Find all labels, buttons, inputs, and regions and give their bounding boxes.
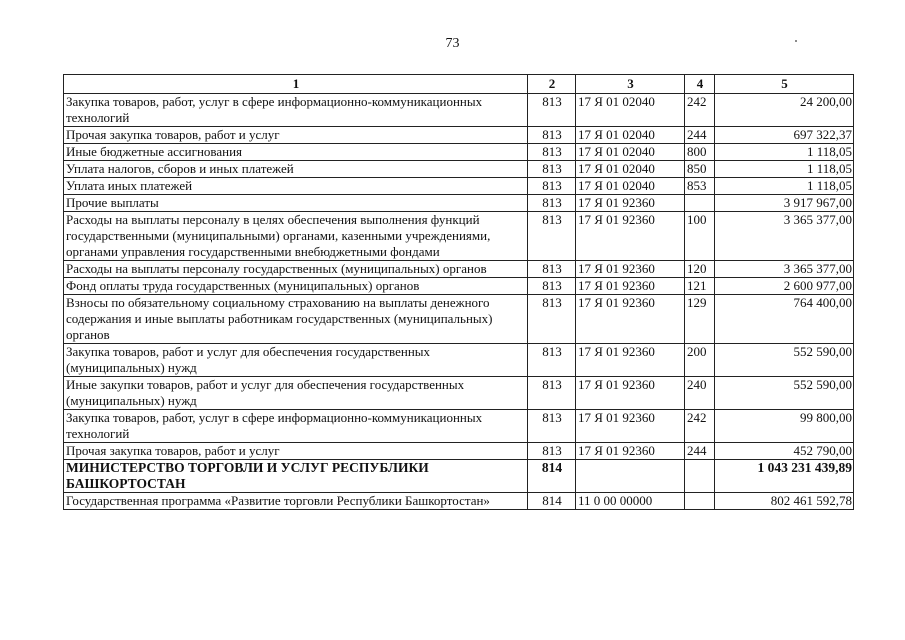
table-row: [64, 261, 854, 278]
row-col-5: 802 461 592,78: [715, 493, 854, 510]
table-row: [64, 178, 854, 195]
row-col-3: 17 Я 01 02040: [576, 94, 685, 127]
row-col-3: 17 Я 01 92360: [576, 195, 685, 212]
row-col-3: 17 Я 01 02040: [576, 127, 685, 144]
row-col-4: 200: [685, 344, 715, 377]
table-row: [64, 377, 854, 410]
row-name: Иные бюджетные ассигнования: [64, 144, 528, 161]
row-col-4: 800: [685, 144, 715, 161]
row-col-5: 552 590,00: [715, 344, 854, 377]
row-col-2: 813: [528, 278, 576, 295]
row-col-5: 24 200,00: [715, 94, 854, 127]
table-row: [64, 344, 854, 377]
row-col-4: 853: [685, 178, 715, 195]
row-col-3: 17 Я 01 92360: [576, 278, 685, 295]
table-header-row: [64, 75, 854, 94]
header-col-4: 4: [685, 75, 715, 94]
row-name: Закупка товаров, работ, услуг в сфере информационно-коммуникационных технологий: [64, 94, 528, 127]
row-col-3: 17 Я 01 92360: [576, 212, 685, 261]
table-row: [64, 127, 854, 144]
row-col-4: [685, 460, 715, 493]
table-row: [64, 278, 854, 295]
row-col-2: 813: [528, 178, 576, 195]
row-col-5: 3 917 967,00: [715, 195, 854, 212]
table-row: [64, 410, 854, 443]
row-col-3: 17 Я 01 92360: [576, 443, 685, 460]
row-col-2: 813: [528, 212, 576, 261]
header-col-5: 5: [715, 75, 854, 94]
row-col-3: 17 Я 01 92360: [576, 295, 685, 344]
row-col-2: 813: [528, 94, 576, 127]
row-name: Закупка товаров, работ и услуг для обеспечения государственных (муниципальных) нужд: [64, 344, 528, 377]
row-col-4: 121: [685, 278, 715, 295]
row-col-3: [576, 460, 685, 493]
row-col-3: 17 Я 01 02040: [576, 178, 685, 195]
row-col-2: 814: [528, 460, 576, 493]
row-name: МИНИСТЕРСТВО ТОРГОВЛИ И УСЛУГ РЕСПУБЛИКИ БАШКОРТОСТАН: [64, 460, 528, 493]
row-col-2: 813: [528, 443, 576, 460]
row-col-4: 242: [685, 410, 715, 443]
row-name: Фонд оплаты труда государственных (муниципальных) органов: [64, 278, 528, 295]
row-col-5: 764 400,00: [715, 295, 854, 344]
scan-speck: [795, 40, 797, 42]
row-name: Государственная программа «Развитие торговли Республики Башкортостан»: [64, 493, 528, 510]
row-col-3: 17 Я 01 02040: [576, 144, 685, 161]
row-col-4: 100: [685, 212, 715, 261]
budget-table: [63, 74, 854, 510]
row-col-2: 813: [528, 377, 576, 410]
row-col-5: 1 043 231 439,89: [715, 460, 854, 493]
row-col-2: 813: [528, 261, 576, 278]
table-row: [64, 212, 854, 261]
row-col-5: 552 590,00: [715, 377, 854, 410]
row-col-4: [685, 493, 715, 510]
row-name: Уплата налогов, сборов и иных платежей: [64, 161, 528, 178]
row-col-5: 3 365 377,00: [715, 212, 854, 261]
table-row: [64, 195, 854, 212]
row-col-5: 1 118,05: [715, 161, 854, 178]
table-row: [64, 144, 854, 161]
row-col-2: 813: [528, 195, 576, 212]
header-col-2: 2: [528, 75, 576, 94]
page-number: 73: [445, 36, 460, 51]
row-name: Взносы по обязательному социальному страхованию на выплаты денежного содержания и иные выплаты работникам государственных (муниципальных) органов: [64, 295, 528, 344]
row-col-2: 813: [528, 127, 576, 144]
row-col-2: 813: [528, 161, 576, 178]
row-name: Иные закупки товаров, работ и услуг для обеспечения государственных (муниципальных) нужд: [64, 377, 528, 410]
row-col-3: 17 Я 01 92360: [576, 377, 685, 410]
row-name: Закупка товаров, работ, услуг в сфере информационно-коммуникационных технологий: [64, 410, 528, 443]
row-col-5: 697 322,37: [715, 127, 854, 144]
row-name: Прочие выплаты: [64, 195, 528, 212]
row-col-5: 3 365 377,00: [715, 261, 854, 278]
row-col-2: 813: [528, 410, 576, 443]
table-row: [64, 295, 854, 344]
row-col-5: 2 600 977,00: [715, 278, 854, 295]
row-col-2: 813: [528, 344, 576, 377]
row-col-5: 99 800,00: [715, 410, 854, 443]
row-col-5: 1 118,05: [715, 144, 854, 161]
row-col-3: 17 Я 01 92360: [576, 410, 685, 443]
row-name: Расходы на выплаты персоналу в целях обеспечения выполнения функций государственными (муниципальными) органами, казенными учреждениями, органами управления государственными внебюджетными фондами: [64, 212, 528, 261]
table-row: [64, 94, 854, 127]
row-col-3: 17 Я 01 02040: [576, 161, 685, 178]
row-col-4: 242: [685, 94, 715, 127]
row-name: Расходы на выплаты персоналу государственных (муниципальных) органов: [64, 261, 528, 278]
row-col-2: 813: [528, 144, 576, 161]
row-col-3: 11 0 00 00000: [576, 493, 685, 510]
table-body: [64, 94, 854, 510]
row-col-4: 240: [685, 377, 715, 410]
row-col-3: 17 Я 01 92360: [576, 261, 685, 278]
row-col-5: 452 790,00: [715, 443, 854, 460]
table-row: [64, 493, 854, 510]
row-col-4: 120: [685, 261, 715, 278]
row-col-2: 814: [528, 493, 576, 510]
header-col-3: 3: [576, 75, 685, 94]
row-col-4: 244: [685, 443, 715, 460]
row-col-3: 17 Я 01 92360: [576, 344, 685, 377]
row-name: Уплата иных платежей: [64, 178, 528, 195]
row-col-4: 850: [685, 161, 715, 178]
row-col-4: 244: [685, 127, 715, 144]
row-col-4: 129: [685, 295, 715, 344]
row-name: Прочая закупка товаров, работ и услуг: [64, 443, 528, 460]
row-col-5: 1 118,05: [715, 178, 854, 195]
table-row: [64, 161, 854, 178]
table-row: [64, 460, 854, 493]
table-row: [64, 443, 854, 460]
row-col-4: [685, 195, 715, 212]
row-col-2: 813: [528, 295, 576, 344]
row-name: Прочая закупка товаров, работ и услуг: [64, 127, 528, 144]
header-col-1: 1: [64, 75, 528, 94]
